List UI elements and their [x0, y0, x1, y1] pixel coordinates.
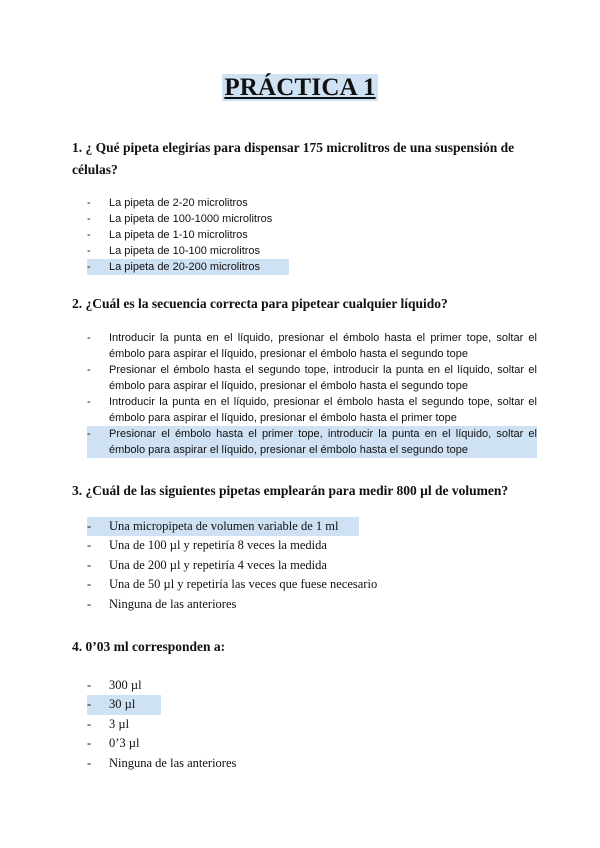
- list-item: [87, 715, 387, 734]
- list-item: [87, 595, 507, 614]
- list-item-highlighted: [87, 259, 289, 275]
- option-text: Una de 200 µl y repetiría 4 veces la medida: [109, 557, 327, 572]
- list-item: [87, 754, 387, 773]
- option-text: La pipeta de 1-10 microlitros: [109, 229, 248, 241]
- bullet-dash: -: [87, 197, 91, 209]
- option-text: La pipeta de 2-20 microlitros: [109, 197, 248, 209]
- title-block: [0, 74, 600, 102]
- list-item: [87, 243, 507, 259]
- bullet-dash: -: [87, 428, 91, 440]
- bullet-dash: -: [87, 736, 92, 751]
- bullet-dash: -: [87, 261, 91, 273]
- list-item: [87, 734, 387, 753]
- bullet-dash: -: [87, 332, 91, 344]
- bullet-dash: -: [87, 716, 92, 731]
- option-text: Una de 100 µl y repetiría 8 veces la medida: [109, 538, 327, 553]
- list-item: [87, 195, 507, 211]
- option-text: Presionar el émbolo hasta el primer tope, introducir la punta en el líquido, soltar el émbolo para aspirar el líquido, presionar el émbolo hasta el segundo tope: [109, 428, 537, 456]
- list-item: [87, 556, 507, 575]
- option-text: Una micropipeta de volumen variable de 1 ml: [109, 519, 339, 533]
- bullet-dash: -: [87, 596, 92, 611]
- list-item: [87, 536, 507, 555]
- option-text: Una de 50 µl y repetiría las veces que fuese necesario: [109, 577, 378, 592]
- bullet-dash: -: [87, 678, 92, 692]
- bullet-dash: -: [87, 538, 92, 553]
- list-item: [87, 362, 537, 394]
- question-4-options: [87, 676, 387, 773]
- list-item-highlighted: [87, 695, 161, 714]
- list-item: [87, 394, 537, 426]
- bullet-dash: -: [87, 755, 92, 770]
- list-item-highlighted: [87, 517, 359, 536]
- option-text: Introducir la punta en el líquido, presionar el émbolo hasta el primer tope, soltar el émbolo para aspirar el líquido, presionar el émbolo hasta el segundo tope: [109, 332, 537, 360]
- question-2: 2. ¿Cuál es la secuencia correcta para pipetear cualquier líquido?: [72, 296, 448, 311]
- list-item: [87, 211, 507, 227]
- option-text: Presionar el émbolo hasta el segundo tope, introducir la punta en el líquido, soltar el émbolo para aspirar el líquido, presionar el émbolo hasta el segundo tope: [109, 364, 537, 392]
- option-text: Introducir la punta en el líquido, presionar el émbolo hasta el segundo tope, soltar el émbolo para aspirar el líquido, presionar el émbolo hasta el primer tope: [109, 396, 537, 424]
- list-item: [87, 227, 507, 243]
- bullet-dash: -: [87, 577, 92, 592]
- option-text: Ninguna de las anteriores: [109, 596, 237, 611]
- question-3-options: [87, 517, 507, 614]
- list-item: [87, 575, 507, 594]
- option-text: La pipeta de 20-200 microlitros: [109, 261, 261, 273]
- bullet-dash: -: [87, 213, 91, 225]
- question-3: 3. ¿Cuál de las siguientes pipetas emplearán para medir 800 µl de volumen?: [72, 483, 509, 498]
- question-4: 4. 0’03 ml corresponden a:: [72, 639, 226, 654]
- bullet-dash: -: [87, 557, 92, 572]
- list-item: [87, 676, 387, 695]
- option-text: La pipeta de 10-100 microlitros: [109, 245, 261, 257]
- bullet-dash: -: [87, 245, 91, 257]
- bullet-dash: -: [87, 229, 91, 241]
- option-text: 300 µl: [109, 678, 142, 692]
- option-text: 3 µl: [109, 716, 130, 731]
- option-text: 30 µl: [109, 697, 136, 712]
- list-item: [87, 330, 537, 362]
- bullet-dash: -: [87, 396, 91, 408]
- option-text: Ninguna de las anteriores: [109, 755, 237, 770]
- question-2-options: [87, 330, 537, 458]
- bullet-dash: -: [87, 519, 92, 533]
- page-title: PRÁCTICA 1: [224, 74, 376, 101]
- option-text: 0’3 µl: [109, 736, 140, 751]
- question-1-options: [87, 195, 507, 275]
- list-item-highlighted: [87, 426, 537, 458]
- bullet-dash: -: [87, 697, 92, 712]
- option-text: La pipeta de 100-1000 microlitros: [109, 213, 273, 225]
- question-1: 1. ¿ Qué pipeta elegirías para dispensar 175 microlitros de una suspensión de células?: [72, 140, 515, 177]
- bullet-dash: -: [87, 364, 91, 376]
